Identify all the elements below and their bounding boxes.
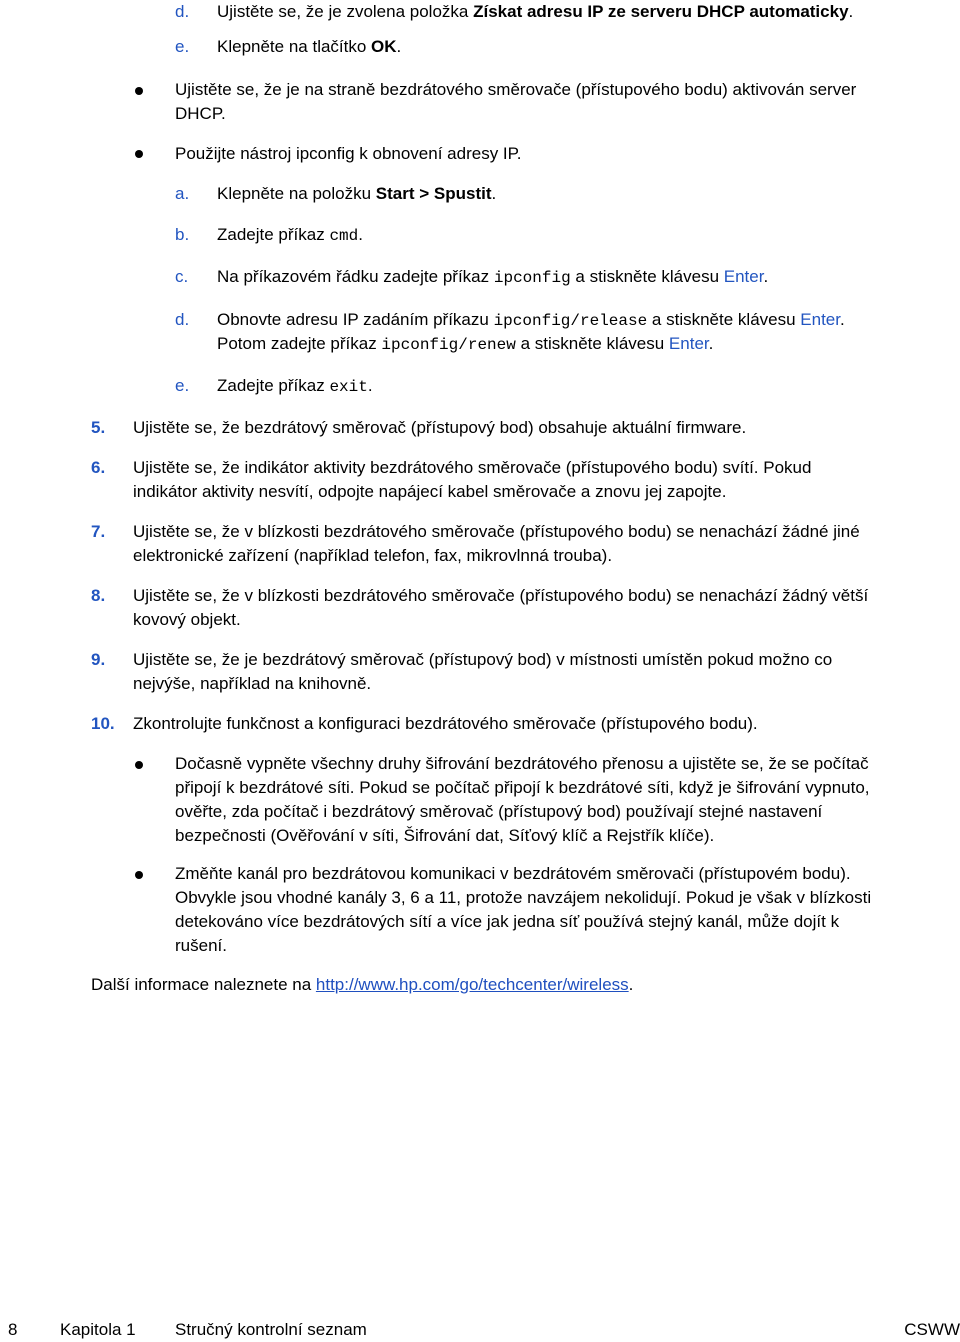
text: . (396, 37, 402, 56)
bullet4-line2: Obvykle jsou vhodné kanály 3, 6 a 11, protože navzájem nekolidují. Pokud je však v blízkosti (175, 888, 872, 907)
sub-label-c: c. (175, 267, 189, 286)
step7-line1: Ujistěte se, že v blízkosti bezdrátového směrovače (přístupového bodu) se nenachází žádné jiné (133, 522, 860, 541)
sub-step-e2-text (217, 374, 373, 399)
text: Zadejte příkaz (217, 376, 330, 395)
step7-line2: elektronické zařízení (například telefon, fax, mikrovlnná trouba). (133, 546, 613, 565)
step-number-10: 10. (91, 714, 115, 733)
text: Na příkazovém řádku zadejte příkaz (217, 267, 494, 286)
sub-step-d2-line2 (217, 332, 713, 357)
step8-line1: Ujistěte se, že v blízkosti bezdrátového směrovače (přístupového bodu) se nenachází žádný větší (133, 586, 869, 605)
sub-label-b: b. (175, 225, 190, 244)
sub-step-b-text (217, 223, 363, 248)
step-number-5: 5. (91, 418, 106, 437)
sub-step-d2-line1 (217, 308, 845, 333)
text: Klepněte na tlačítko (217, 37, 372, 56)
step8-line2: kovový objekt. (133, 610, 241, 629)
chapter-title: Stručný kontrolní seznam (175, 1320, 367, 1339)
sub-step-c-text (217, 265, 768, 290)
page-number: 8 (8, 1320, 18, 1339)
text: . (708, 334, 714, 353)
sub-label-d: d. (175, 310, 190, 329)
more-info-paragraph (91, 973, 633, 997)
bullet-dot (135, 761, 143, 769)
command-code: ipconfig/renew (381, 336, 516, 354)
step-number-6: 6. (91, 458, 106, 477)
text: Zadejte příkaz (217, 225, 330, 244)
bullet-dot (135, 87, 143, 95)
bullet1-line1: Ujistěte se, že je na straně bezdrátového směrovače (přístupového bodu) aktivován server (175, 80, 857, 99)
command-code: exit (329, 378, 368, 396)
bullet1-line2: DHCP. (175, 104, 226, 123)
key-name: Enter (800, 310, 840, 329)
bullet3-line4: bezpečnosti (Ověřování v síti, Šifrování dat, Síťový klíč a Rejstřík klíče). (175, 826, 715, 845)
wireless-link[interactable]: http://www.hp.com/go/techcenter/wireless (315, 975, 629, 994)
command-code: ipconfig/release (493, 312, 648, 330)
text: . (839, 310, 845, 329)
step9-line2: nejvýše, například na knihovně. (133, 674, 372, 693)
sub-step-d-text (217, 0, 853, 24)
step5-line1: Ujistěte se, že bezdrátový směrovač (přístupový bod) obsahuje aktuální firmware. (133, 418, 747, 437)
text: Potom zadejte příkaz (217, 334, 382, 353)
text: . (763, 267, 769, 286)
bullet4-line1: Změňte kanál pro bezdrátovou komunikaci v bezdrátovém směrovači (přístupovém bodu). (175, 864, 851, 883)
text: . (358, 225, 363, 244)
bullet4-line4: rušení. (175, 936, 227, 955)
option-name: Získat adresu IP ze serveru DHCP automaticky (473, 2, 849, 21)
button-name: OK (371, 37, 397, 56)
bullet3-line3: ověřte, zda počítač i bezdrátový směrovač (přístupový bod) používají stejné nastavení (175, 802, 823, 821)
key-name: Enter (723, 267, 764, 286)
command-code: cmd (329, 227, 359, 245)
text: a stiskněte klávesu (515, 334, 669, 353)
bullet3-line2: připojí k bezdrátové síti. Pokud se počítač připojí k bezdrátové síti, když je šifrování vypnuto, (175, 778, 870, 797)
text: . (848, 2, 854, 21)
text: . (367, 376, 373, 395)
step-number-7: 7. (91, 522, 106, 541)
menu-path: Start > Spustit (375, 184, 492, 203)
bullet4-line3: detekováno více bezdrátových sítí a více jak jedna síť používá stejný kanál, může dojít k (175, 912, 840, 931)
step6-line2: indikátor aktivity nesvítí, odpojte napájecí kabel směrovače a znovu jej zapojte. (133, 482, 727, 501)
bullet3-line1: Dočasně vypněte všechny druhy šifrování bezdrátového přenosu a ujistěte se, že se počítač (175, 754, 869, 773)
bullet2-line1: Použijte nástroj ipconfig k obnovení adresy IP. (175, 144, 522, 163)
text: a stiskněte klávesu (570, 267, 724, 286)
step9-line1: Ujistěte se, že je bezdrátový směrovač (přístupový bod) v místnosti umístěn pokud možno co (133, 650, 833, 669)
step6-line1: Ujistěte se, že indikátor aktivity bezdrátového směrovače (přístupového bodu) svítí. Pokud (133, 458, 812, 477)
text: . (628, 975, 634, 994)
step-number-9: 9. (91, 650, 106, 669)
text: . (491, 184, 497, 203)
sub-label-d: d. (175, 2, 190, 21)
text: Další informace naleznete na (91, 975, 316, 994)
command-code: ipconfig (493, 269, 571, 287)
bullet-dot (135, 150, 143, 158)
sub-label-a: a. (175, 184, 190, 203)
sub-step-e-text (217, 35, 401, 59)
text: Klepněte na položku (217, 184, 376, 203)
sub-label-e: e. (175, 37, 190, 56)
document-code: CSWW (904, 1320, 960, 1339)
key-name: Enter (668, 334, 709, 353)
step10-line1: Zkontrolujte funkčnost a konfiguraci bezdrátového směrovače (přístupového bodu). (133, 714, 758, 733)
text: Ujistěte se, že je zvolena položka (217, 2, 474, 21)
chapter-label: Kapitola 1 (60, 1320, 136, 1339)
text: Obnovte adresu IP zadáním příkazu (217, 310, 494, 329)
bullet-dot (135, 871, 143, 879)
text: a stiskněte klávesu (647, 310, 801, 329)
sub-label-e: e. (175, 376, 190, 395)
sub-step-a-text (217, 182, 496, 206)
step-number-8: 8. (91, 586, 106, 605)
